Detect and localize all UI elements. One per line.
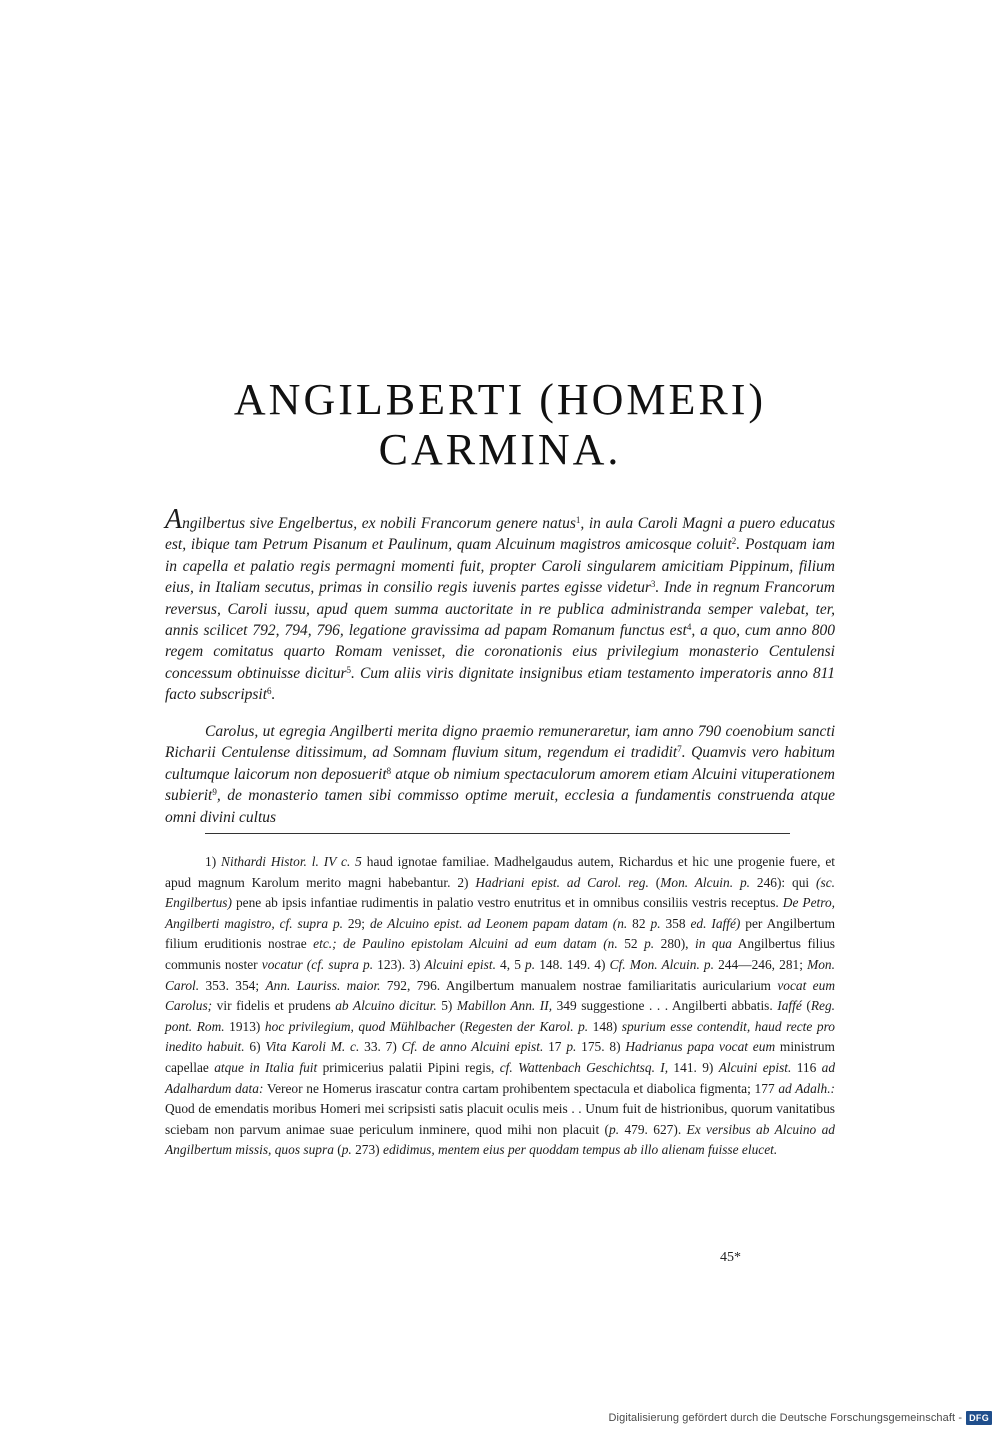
text-run: ( (648, 874, 661, 890)
text-run: . (271, 686, 276, 704)
text-run: ad Adalh.: (778, 1080, 836, 1096)
text-run: Cf. de anno Alcuini epist. (401, 1039, 544, 1055)
paragraph-1-text (165, 515, 835, 703)
text-run: 82 (627, 915, 651, 931)
text-run: 280), (654, 936, 696, 952)
footnote-ref[interactable]: 4 (686, 622, 692, 633)
footnote-number: 6) (249, 1039, 266, 1055)
text-run: Ex versibus ab Alcuino ad Angilbertum missis, quos supra (165, 1121, 836, 1158)
footnote-ref[interactable]: 2 (731, 536, 737, 547)
text-run: primicerius palatii Pipini regis, (317, 1059, 500, 1075)
footnote-ref[interactable]: 7 (677, 744, 682, 755)
text-run: p. (566, 1039, 577, 1055)
text-run: Carolus, ut egregia Angilberti merita digno praemio remuneraretur, iam anno 790 coenobium sancti Richarii Centulense ditissimum, ad Somnam fluvium situm, regendum ei tradidit (165, 723, 835, 762)
footnote-number: 2) (457, 874, 476, 890)
text-run: etc.; de Paulino epistolam Alcuini ad eum datam (n. (313, 936, 618, 952)
text-run: p. (650, 915, 661, 931)
text-run: Mon. Alcuin. p. (660, 874, 750, 890)
text-run: Iaffé (777, 998, 802, 1014)
text-run: . Quamvis vero habitum cultumque laicorum non deposuerit (165, 744, 835, 783)
text-run: . Cum aliis viris dignitate insignibus etiam testamento imperatoris anno 811 facto subscripsit (165, 664, 836, 704)
drop-initial: A (165, 504, 183, 535)
text-run: ( (801, 998, 811, 1014)
text-run: 4, 5 (495, 956, 526, 972)
footnote-number: 3) (409, 956, 425, 972)
text-run: edidimus, mentem eius per quoddam tempus ab illo alienam fuisse elucet. (383, 1142, 778, 1158)
footnote-divider (205, 833, 790, 834)
text-run: 273) (351, 1142, 383, 1158)
text-run: (sc. Engilbertus) (165, 874, 836, 911)
text-run: 479. 627). (619, 1121, 687, 1137)
text-run: 358 (660, 915, 691, 931)
text-run: Ann. Lauriss. maior. (265, 977, 381, 993)
text-run: Hadrianus papa vocat eum (625, 1039, 776, 1055)
text-run: ( (455, 1018, 465, 1034)
text-run: 141. (668, 1059, 703, 1075)
text-run: p. (644, 936, 655, 952)
text-run: ngilbertus sive Engelbertus, ex nobili Francorum genere natus (182, 515, 576, 532)
text-run: vocatur (cf. supra p. (261, 956, 374, 972)
text-run: pene ab ipsis infantiae rudimentis in palatio vestro enutritus et in omnibus consiliis vestris receptus. (231, 895, 783, 911)
text-run: ed. Iaffé) (690, 915, 741, 931)
text-run: spurium esse contendit, haud recte pro inedito habuit. (165, 1018, 835, 1055)
text-run: 349 suggestione . . . Angilberti abbatis. (552, 998, 778, 1014)
text-run: 1913) (224, 1018, 265, 1034)
text-run: in qua (695, 936, 733, 952)
text-run: Quod de emendatis moribus Homeri mei scripsisti satis placuit oculis meis . . Unum fuit de histrionibus, quorum vanitatibus sciebam non parvum animae suae periculum inminere, quod mihi non placuit ( (165, 1101, 835, 1137)
text-run: 148) (588, 1018, 622, 1034)
paragraph-2-text (165, 723, 835, 826)
footnote-number: 1) (205, 854, 222, 869)
text-run: Hadriani epist. ad Carol. reg. (475, 874, 649, 890)
text-run: cf. Wattenbach Geschichtsq. I, (499, 1059, 669, 1075)
text-run: De Petro, Angilberti magistro, cf. supra p. (165, 895, 836, 931)
text-run: ab Alcuino dicitur. (335, 998, 437, 1014)
text-run: , de monasterio tamen sibi commisso optime meruit, ecclesia a fundamentis construenda atque omni divini cultus (165, 787, 835, 826)
intro-paragraph-1 (165, 506, 835, 706)
text-run: . Postquam iam in capella et palatio regis permagni momenti fuit, propter Caroli singularem amicitiam Pippinum, filium eius, in Italiam secutus, primas in consilio regis iuvenis partes egisse videtur (165, 536, 835, 597)
footnote-ref[interactable]: 5 (346, 664, 351, 675)
page-title-line-1: ANGILBERTI (HOMERI) (233, 375, 767, 424)
text-run: Angilbertus filius communis noster (165, 936, 836, 972)
text-run: Mon. Carol. (165, 956, 835, 993)
text-run: p. (341, 1142, 352, 1158)
text-run: Vita Karoli M. c. (265, 1039, 360, 1055)
footnote-ref[interactable]: 1 (575, 515, 581, 525)
text-run: 33. (359, 1039, 386, 1055)
footnote-number: 4) (594, 956, 610, 972)
footnote-number: 7) (385, 1039, 402, 1055)
footnote-number: 8) (609, 1039, 626, 1055)
text-run: ministrum capellae (165, 1039, 835, 1075)
text-run: de Alcuino epist. ad Leonem papam datam (n. (369, 915, 628, 931)
text-run: 244—246, 281; (713, 956, 808, 972)
footnotes (165, 852, 835, 1161)
credit-text: Digitalisierung gefördert durch die Deutsche Forschungsgemeinschaft - (608, 1412, 963, 1424)
text-run: Regesten der Karol. p. (464, 1018, 589, 1034)
text-run: atque in Italia fuit (214, 1059, 318, 1075)
footnote-ref[interactable]: 9 (212, 787, 217, 798)
text-run: Vereor ne Homerus irascatur contra cartam prohibentem spectacula et diabolica figmenta; 177 (263, 1080, 779, 1096)
text-run: 353. 354; (199, 977, 266, 993)
text-run: Alcuini epist. (424, 956, 496, 972)
text-run: 123). (373, 956, 410, 972)
text-run: 148. 149. (535, 956, 595, 972)
text-run: 29; (343, 915, 370, 931)
text-run: Alcuini epist. (718, 1059, 792, 1075)
page-title-line-2: CARMINA. (378, 425, 622, 474)
text-run: atque ob nimium spectaculorum amorem etiam Alcuini vituperationem subierit (165, 765, 835, 805)
text-run: vir fidelis et prudens (212, 998, 336, 1014)
text-run: ( (333, 1142, 342, 1158)
footnote-number: 9) (702, 1059, 719, 1075)
intro-paragraph-2 (165, 721, 835, 828)
text-run: vocat eum Carolus; (165, 977, 835, 1014)
text-run: 175. (576, 1039, 610, 1055)
text-run: 792, 796. Angilbertum manualem nostrae familiaritatis auricularium (380, 977, 778, 993)
text-run: 116 (791, 1059, 822, 1075)
text-run: haud ignotae familiae. Madhelgaudus autem, Richardus et hic une progenie fuere, et apud magnum Karolum merito magni habebantur. (165, 854, 835, 890)
footnote-number: 5) (441, 998, 457, 1014)
text-run: Nithardi Histor. l. IV c. 5 (221, 854, 362, 869)
text-run: p. (525, 956, 536, 972)
footnote-ref[interactable]: 3 (650, 579, 656, 590)
text-run: , in aula Caroli Magni a puero educatus est, ibique tam Petrum Pisanum et Paulinum, quam Alcuinum magistros amicosque coluit (165, 515, 835, 554)
text-run: ad Adalhardum data: (165, 1059, 836, 1096)
text-run: , a quo, cum anno 800 regem comitatus quarto Romam venisset, die coronationis eius privilegium monasterio Centulensi concessum obtinuisse dicitur (165, 622, 835, 682)
footnote-ref[interactable]: 8 (386, 765, 392, 776)
text-run: 17 (543, 1039, 567, 1055)
dfg-logo-icon[interactable]: DFG (966, 1411, 992, 1425)
text-run: 52 (617, 936, 645, 952)
text-run: Mabillon Ann. II, (456, 998, 553, 1014)
footnotes-text (165, 854, 835, 1157)
digitization-credit (609, 1411, 992, 1425)
text-run: Reg. pont. Rom. (165, 998, 835, 1034)
text-run: . Inde in regnum Francorum reversus, Caroli iussu, apud quem summa auctoritate in re publica administranda semper valebat, ter, annis scilicet 792, 794, 796, legatione gravissima ad papam Romanum functus est (165, 579, 836, 640)
footnote-ref[interactable]: 6 (267, 686, 272, 697)
text-run: p. (609, 1121, 620, 1137)
text-run: per Angilbertum filium eruditionis nostrae (165, 915, 835, 952)
text-run: 246): qui (750, 874, 817, 890)
text-run: Cf. Mon. Alcuin. p. (609, 956, 714, 972)
page-number: 45* (720, 1250, 741, 1265)
text-run: hoc privilegium, quod Mühlbacher (264, 1018, 456, 1034)
